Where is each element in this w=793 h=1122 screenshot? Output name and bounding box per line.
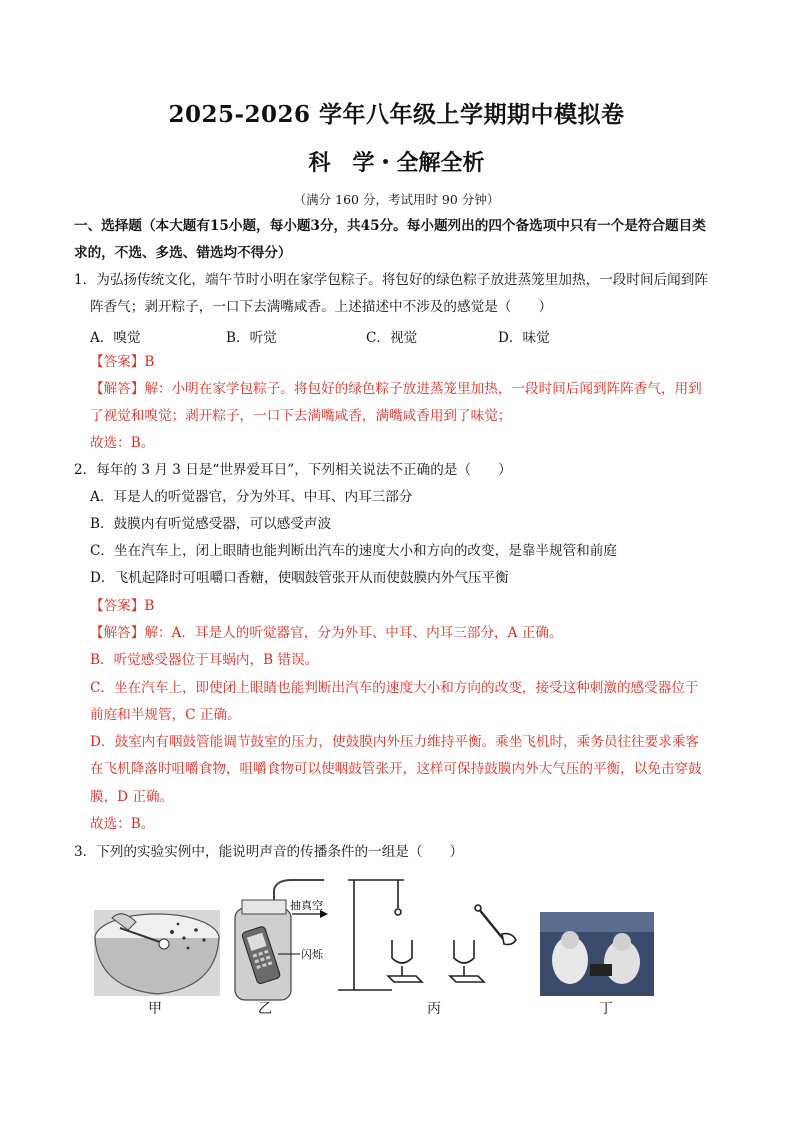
q2-option-a: A．耳是人的听觉器官，分为外耳、中耳、内耳三部分 — [90, 489, 413, 505]
q2-analysis-d-cont: 在飞机降落时咀嚼食物，咀嚼食物可以使咽鼓管张开，这样可保持鼓膜内外大气压的平衡，以免击穿鼓 — [90, 761, 702, 777]
q2-option-d: D．飞机起降时可咀嚼口香糖，使咽鼓管张开从而使鼓膜内外气压平衡 — [90, 570, 509, 586]
q1-option-a: A．嗅觉 — [90, 330, 141, 346]
q1-option-b: B．听觉 — [226, 330, 277, 346]
q1-option-c: C．视觉 — [366, 330, 418, 346]
q2-stem: 2．每年的 3 月 3 日是“世界爱耳日”，下列相关说法不正确的是（ ） — [74, 462, 512, 478]
figure-label-yi: 乙 — [258, 1001, 272, 1017]
tuning-fork-illustration — [338, 880, 516, 990]
q3-stem: 3．下列的实验实例中，能说明声音的传播条件的一组是（ ） — [74, 844, 464, 860]
vacuum-jar-illustration — [235, 880, 328, 1000]
q1-stem-cont: 阵香气；剥开粽子，一口下去满嘴咸香。上述描述中不涉及的感觉是（ ） — [90, 299, 553, 315]
q2-analysis-b: B．听觉感受器位于耳蜗内，B 错误。 — [90, 652, 319, 668]
q2-analysis-a: 【解答】解：A．耳是人的听觉器官，分为外耳、中耳、内耳三部分，A 正确。 — [90, 625, 563, 641]
q2-conclusion: 故选：B。 — [90, 816, 155, 832]
flash-label: 闪烁 — [301, 948, 323, 961]
figure-label-jia: 甲 — [148, 1001, 162, 1017]
q2-option-b: B．鼓膜内有听觉感受器，可以感受声波 — [90, 516, 332, 532]
q2-analysis-c-cont: 前庭和半规管，C 正确。 — [90, 707, 241, 723]
q1-option-d: D．味觉 — [498, 330, 550, 346]
figure-label-bing: 丙 — [427, 1001, 441, 1017]
q1-analysis-cont: 了视觉和嗅觉；剥开粽子，一口下去满嘴咸香，满嘴咸香用到了味觉； — [90, 408, 512, 424]
q1-stem: 1．为弘扬传统文化，端午节时小明在家学包粽子。将包好的绿色粽子放进蒸笼里加热，一段时间后闻到阵 — [74, 272, 708, 288]
section-heading: 一、选择题（本大题有15小题，每小题3分，共45分。每小题列出的四个备选项中只有一个是符合题目类 — [74, 218, 706, 234]
q1-conclusion: 故选：B。 — [90, 435, 155, 451]
q2-answer: 【答案】B — [90, 598, 155, 614]
experiment-figure — [92, 868, 662, 1018]
astronauts-photo — [540, 912, 654, 996]
figure-label-ding: 丁 — [599, 1001, 613, 1017]
page-title: 2025-2026 学年八年级上学期期中模拟卷 — [168, 101, 625, 128]
q2-option-c: C．坐在汽车上，闭上眼睛也能判断出汽车的速度大小和方向的改变，是靠半规管和前庭 — [90, 543, 617, 559]
exam-note: （满分 160 分，考试用时 90 分钟） — [293, 192, 500, 207]
q2-analysis-d: D．鼓室内有咽鼓管能调节鼓室的压力，使鼓膜内外压力维持平衡。乘坐飞机时，乘务员往往要求乘客 — [90, 734, 700, 750]
q2-analysis-d-end: 膜，D 正确。 — [90, 789, 174, 805]
q1-analysis: 【解答】解：小明在家学包粽子。将包好的绿色粽子放进蒸笼里加热，一段时间后闻到阵阵香气，用到 — [90, 381, 702, 397]
q1-answer: 【答案】B — [90, 354, 155, 370]
pump-label: 抽真空 — [290, 899, 323, 912]
drum-illustration — [94, 910, 220, 996]
section-heading-cont: 求的，不选、多选、错选均不得分） — [74, 245, 292, 261]
page-subtitle: 科 学・全解全析 — [308, 150, 485, 176]
q2-analysis-c: C．坐在汽车上，即使闭上眼睛也能判断出汽车的速度大小和方向的改变，接受这种刺激的感受器位于 — [90, 680, 699, 696]
